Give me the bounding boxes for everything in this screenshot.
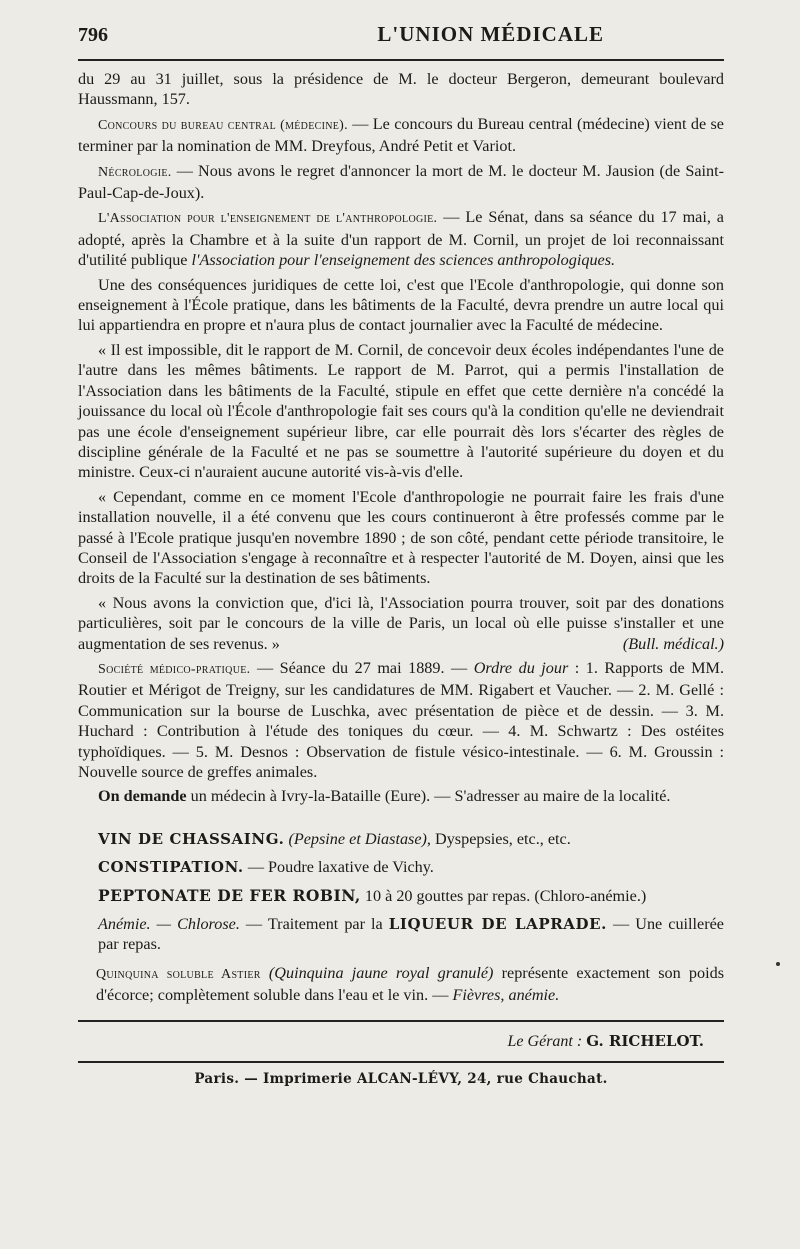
article-body — [78, 69, 724, 807]
header-rule — [78, 59, 724, 61]
journal-title: L'UNION MÉDICALE — [377, 22, 604, 46]
paragraph-necrologie: Nécrologie. — Nous avons le regret d'annoncer la mort de M. le docteur M. Jausion (de Saint-Paul-Cap-de-Joux). — [78, 161, 724, 203]
paragraph-conviction: « Nous avons la conviction que, d'ici là, l'Association pourra trouver, soit par des donations particulières, soit par le concours de la ville de Paris, un local où elle puisse s'installer et une augmentation de ses revenus. » (Bull. médical.) — [78, 593, 724, 653]
paragraph-congress: du 29 au 31 juillet, sous la présidence de M. le docteur Bergeron, demeurant boulevard Haussmann, 157. — [78, 70, 724, 109]
paragraph-consequences: Une des conséquences juridiques de cette loi, c'est que l'Ecole d'anthropologie, qui donne son enseignement à l'École pratique, dans les bâtiments de la Faculté, devra prendre un autre local qui lui appartiendra en propre et n'aura plus de contact journalier avec la Faculté de médecine. — [78, 275, 724, 335]
paragraph-cependant: « Cependant, comme en ce moment l'Ecole d'anthropologie ne pourrait faire les frais d'une installation nouvelle, il a été convenu que les cours continueront à être professés comme par le passé à l'Ecole pratique jusqu'en novembre 1890 ; de son côté, pendant cette période transitoire, le Conseil de l'Association s'engage à reconnaître et à respecter l'autorité de M. Doyen, ainsi que les droits de la Faculté sur la destination de ses bâtiments. — [78, 487, 724, 588]
page-number: 796 — [78, 24, 108, 46]
ad-constipation: CONSTIPATION. — Poudre laxative de Vichy. — [98, 858, 434, 877]
gerant-signature: Le Gérant : G. RICHELOT. — [507, 1031, 704, 1050]
section-lead: On demande — [98, 787, 187, 806]
ad-vin-chassaing: VIN DE CHASSAING. (Pepsine et Diastase), Dyspepsies, etc., etc. — [98, 829, 571, 848]
ad-peptonate: PEPTONATE DE FER ROBIN, 10 à 20 gouttes par repas. (Chloro-anémie.) — [98, 885, 647, 905]
section-lead: Concours du bureau central (médecine). — [98, 117, 348, 133]
section-lead: Nécrologie. — [98, 164, 172, 180]
section-lead: L'Association pour l'enseignement de l'anthropologie. — [98, 211, 438, 227]
divider — [78, 1020, 724, 1022]
paragraph-concours: Concours du bureau central (médecine). — Le concours du Bureau central (médecine) vient de se terminer par la nomination de MM. Dreyfous, André Petit et Variot. — [78, 114, 724, 156]
section-lead: Société médico-pratique. — [98, 661, 251, 677]
paragraph-association: L'Association pour l'enseignement de l'anthropologie. — Le Sénat, dans sa séance du 17 mai, a adopté, après la Chambre et à la suite d'un rapport de M. Cornil, un projet de loi reconnaissant d'utilité publique l'Association pour l'enseignement des sciences anthropologiques. — [78, 208, 724, 270]
footer-rule — [78, 1061, 724, 1063]
paragraph-rapport-cornil: « Il est impossible, dit le rapport de M. Cornil, de concevoir deux écoles indépendantes l'une de l'autre dans les mêmes bâtiments. Le rapport de M. Parrot, qui a permis l'installation de l'Association dans les bâtiments de la Faculté, stipule en effet que cette dernière n'a concédé la jouissance du local où l'École d'anthropologie fait ses cours qu'à la condition qu'elle ne deviendrait pas une école d'enseignement supérieur libre, car elle pourrait dès lors s'écarter des règles de discipline générale de la Faculté et ne pas se soumettre à l'autorité supérieure du doyen et du ministre. Ceux-ci n'auraient aucune autorité vis-à-vis d'elle. — [78, 340, 724, 482]
margin-dot — [776, 962, 780, 966]
paragraph-societe: Société médico-pratique. — Séance du 27 mai 1889. — Ordre du jour : 1. Rapports de MM. Routier et Mérigot de Treigny, sur les candidatures de MM. Rigabert et Vaucher. — 2. M. Gellé : Communication sur la bourse de Luschka, avec présentation de pièce et de dessin. — 3. M. Huchard : Contribution à l'étude des toniques du cœur. — 4. M. Schwartz : Des ostéites typhoïdiques. — 5. M. Desnos : Observation de fistule vésico-intestinale. — 6. M. Groussin : Nouvelle source de greffes animales. — [78, 658, 724, 781]
page-header — [78, 22, 724, 47]
ad-quinquina: Quinquina soluble Astier (Quinquina jaune royal granulé) représente exactement son poids d'écorce; complètement soluble dans l'eau et le vin. — Fièvres, anémie. — [96, 963, 724, 1005]
advertisements — [78, 829, 724, 1006]
paragraph-on-demande: On demande un médecin à Ivry-la-Bataille (Eure). — S'adresser au maire de la localité. — [98, 787, 671, 806]
ad-laprade: Anémie. — Chlorose. — Traitement par la LIQUEUR DE LAPRADE. — Une cuillerée par repas. — [98, 915, 724, 954]
printer-imprint: Paris. — Imprimerie ALCAN-LÉVY, 24, rue Chauchat. — [194, 1070, 608, 1087]
source-citation: (Bull. médical.) — [622, 634, 724, 653]
